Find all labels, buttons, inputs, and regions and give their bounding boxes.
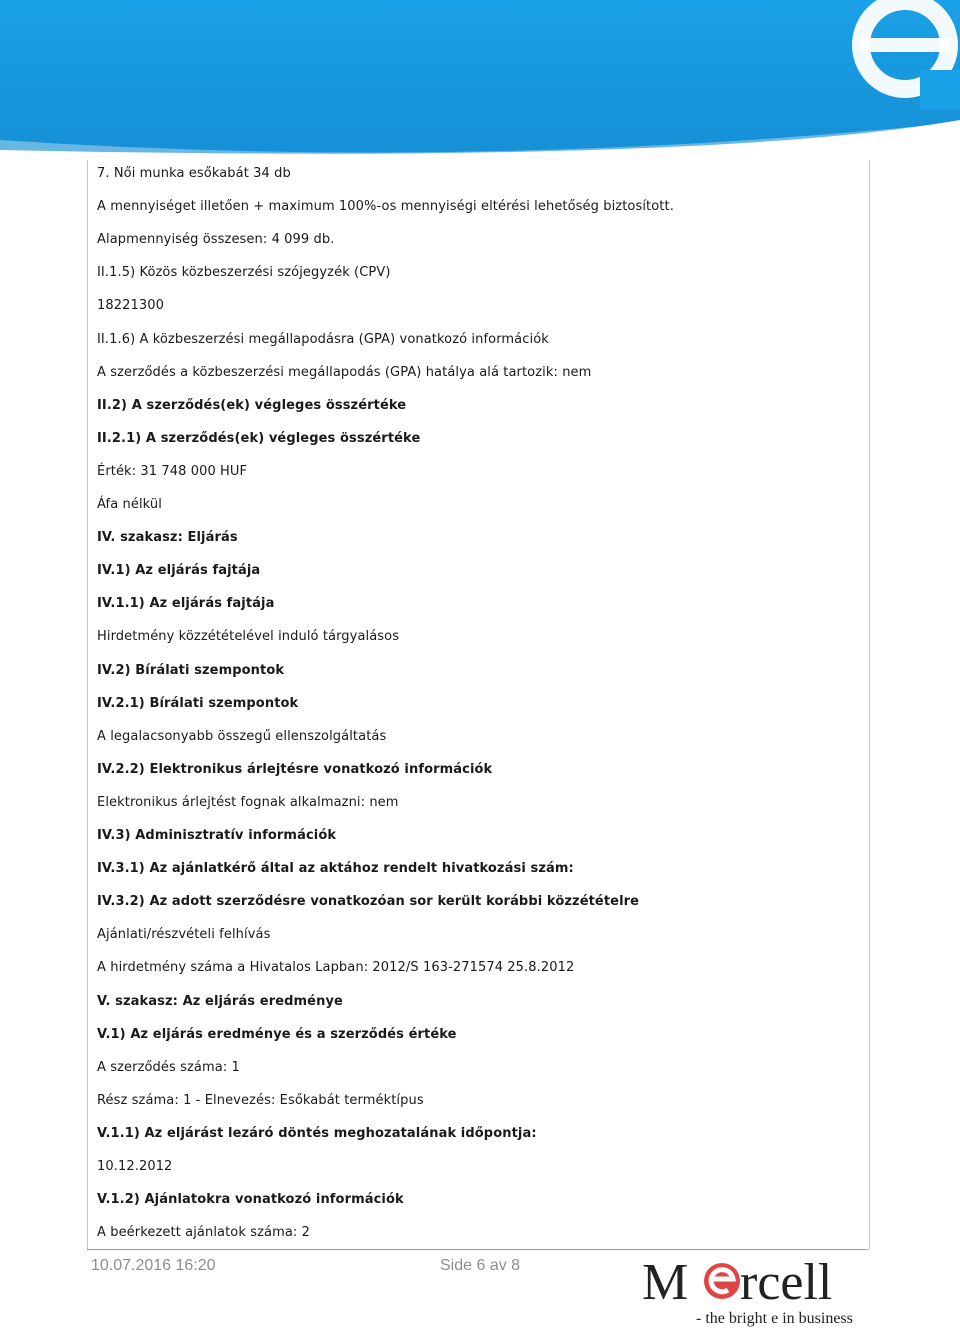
footer-rule [87, 1249, 868, 1250]
document-line: IV.2.1) Bírálati szempontok [97, 696, 299, 711]
document-line: V.1.1) Az eljárást lezáró döntés meghozatalának időpontja: [97, 1126, 537, 1141]
document-line: IV.1) Az eljárás fajtája [97, 563, 261, 578]
document-line: A szerződés száma: 1 [97, 1060, 240, 1075]
document-line: IV.3.2) Az adott szerződésre vonatkozóan sor került korábbi közzétételre [97, 894, 640, 909]
document-line: A hirdetmény száma a Hivatalos Lapban: 2012/S 163-271574 25.8.2012 [97, 960, 575, 975]
document-line: IV.1.1) Az eljárás fajtája [97, 596, 275, 611]
document-line: Ajánlati/részvételi felhívás [97, 927, 271, 942]
document-line: IV.3) Adminisztratív információk [97, 828, 337, 843]
document-line: A beérkezett ajánlatok száma: 2 [97, 1225, 310, 1240]
footer-page-number: Side 6 av 8 [440, 1257, 521, 1274]
document-line: IV.2) Bírálati szempontok [97, 663, 285, 678]
document-line: V.1) Az eljárás eredménye és a szerződés értéke [97, 1027, 457, 1042]
document-line: A mennyiséget illetően + maximum 100%-os mennyiségi eltérési lehetőség biztosított. [97, 199, 674, 214]
document-line: IV. szakasz: Eljárás [97, 530, 238, 545]
banner-shape [0, 0, 960, 154]
document-line: IV.2.2) Elektronikus árlejtésre vonatkozó információk [97, 762, 493, 777]
document-line: A legalacsonyabb összegű ellenszolgáltatás [97, 729, 387, 744]
logo-wordmark-rest: rcell [740, 1254, 833, 1311]
logo-e-icon [704, 1263, 740, 1299]
document-line: V. szakasz: Az eljárás eredménye [97, 994, 343, 1009]
logo-letter-m: M [642, 1254, 689, 1311]
document-line: II.2.1) A szerződés(ek) végleges összértéke [97, 431, 421, 446]
document-line: V.1.2) Ajánlatokra vonatkozó információk [97, 1192, 404, 1207]
document-line: A szerződés a közbeszerzési megállapodás (GPA) hatálya alá tartozik: nem [97, 365, 592, 380]
document-line: II.2) A szerződés(ek) végleges összértéke [97, 398, 407, 413]
document-line: Áfa nélkül [97, 497, 162, 512]
document-line: Alapmennyiség összesen: 4 099 db. [97, 232, 335, 247]
document-line: Elektronikus árlejtést fognak alkalmazni: nem [97, 795, 399, 810]
document-line: Érték: 31 748 000 HUF [97, 464, 248, 479]
document-line: II.1.5) Közös közbeszerzési szójegyzék (CPV) [97, 265, 391, 280]
document-line: IV.3.1) Az ajánlatkérő által az aktához rendelt hivatkozási szám: [97, 861, 574, 876]
document-line: Hirdetmény közzétételével induló tárgyalásos [97, 629, 400, 644]
document-line: 10.12.2012 [97, 1159, 173, 1174]
document-line: 7. Női munka esőkabát 34 db [97, 166, 291, 181]
logo-tagline: - the bright e in business [696, 1310, 853, 1327]
mercell-logo [640, 1252, 870, 1329]
footer-date: 10.07.2016 16:20 [91, 1257, 216, 1274]
document-line: Rész száma: 1 - Elnevezés: Esőkabát terméktípus [97, 1093, 424, 1108]
document-line: 18221300 [97, 298, 164, 313]
document-line: II.1.6) A közbeszerzési megállapodásra (GPA) vonatkozó információk [97, 332, 549, 347]
top-banner [0, 0, 960, 160]
